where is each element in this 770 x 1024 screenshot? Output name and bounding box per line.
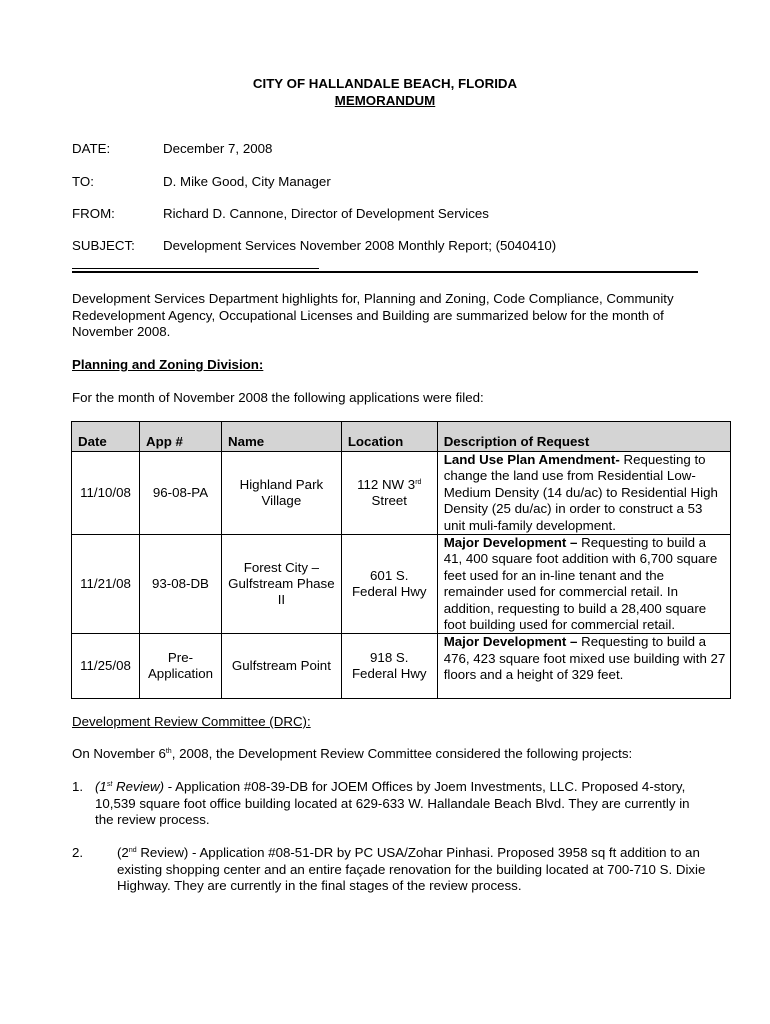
cell-description <box>437 535 730 634</box>
table-row <box>72 452 731 535</box>
description-type: Major Development – <box>443 634 578 650</box>
review-superscript: st <box>106 781 113 788</box>
description-text: Requesting to change the land use from Residential Low-Medium Density (14 du/ac) to Residential High Density (25 du/ac) in order to construct a 53 unit muli-family development. <box>443 452 718 533</box>
cell-app: 96-08-PA <box>139 452 221 535</box>
drc-lead-post: , 2008, the Development Review Committee considered the following projects: <box>171 746 633 761</box>
from-value: Richard D. Cannone, Director of Development Services <box>163 206 489 221</box>
subject-value: Development Services November 2008 Monthly Report; (5040410) <box>163 238 557 253</box>
cell-app: 93-08-DB <box>139 535 221 634</box>
description-type: Major Development – <box>443 535 578 551</box>
cell-date: 11/10/08 <box>72 452 140 535</box>
table-row <box>72 535 731 634</box>
list-item-number: 2. <box>72 845 84 860</box>
location-line2: Federal Hwy <box>351 584 427 600</box>
header-divider-short <box>72 268 319 269</box>
cell-name: Forest City – Gulfstream Phase II <box>221 535 341 634</box>
drc-lead <box>72 746 702 763</box>
col-header-app: App # <box>139 422 221 452</box>
review-pre: (2 <box>117 845 129 860</box>
drc-lead-pre: On November 6 <box>72 746 166 761</box>
cell-description <box>437 452 730 535</box>
list-item-text <box>117 845 707 895</box>
cell-location <box>341 452 437 535</box>
review-pre: (1 <box>95 779 107 794</box>
review-label <box>117 845 188 860</box>
col-header-description: Description of Request <box>437 422 730 452</box>
description-type: Land Use Plan Amendment- <box>443 452 620 467</box>
cell-date: 11/21/08 <box>72 535 140 634</box>
review-post: Review) <box>136 845 189 860</box>
date-label: DATE: <box>72 141 111 156</box>
memo-type-title: MEMORANDUM <box>334 93 436 108</box>
drc-lead-superscript: th <box>165 748 172 755</box>
from-label: FROM: <box>72 206 115 221</box>
subject-label: SUBJECT: <box>72 238 135 253</box>
list-item-body: - Application #08-51-DR by PC USA/Zohar Pinhasi. Proposed 3958 sq ft addition to an existing shopping center and an entire façade renovation for the building located at 700-710 S. Dixie Highway. They are currently in the final stages of the review process. <box>117 845 706 893</box>
cell-location <box>341 535 437 634</box>
cell-name: Highland Park Village <box>221 452 341 535</box>
to-label: TO: <box>72 174 94 189</box>
intro-paragraph: Development Services Department highlights for, Planning and Zoning, Code Compliance, Community Redevelopment Agency, Occupational Licenses and Building are summarized below for the month of November 2008. <box>72 291 674 339</box>
table-row <box>72 634 731 699</box>
review-label <box>95 779 164 794</box>
description-text: Requesting to build a 476, 423 square foot mixed use building with 27 floors and a height of 329 feet. <box>443 634 726 683</box>
description-text: Requesting to build a 41, 400 square foot addition with 6,700 square feet used for an in-line tenant and the remainder used for commercial retail. In addition, requesting to build a 28,400 square foot building used for commercial retail. <box>443 535 718 633</box>
location-line1: 601 S. <box>370 567 409 583</box>
cell-description <box>437 634 730 699</box>
review-post: Review) <box>112 779 165 794</box>
list-item-body: - Application #08-39-DB for JOEM Offices by Joem Investments, LLC. Proposed 4-story, 10,539 square foot office building located at 629-633 W. Hallandale Beach Blvd. They are currently in the review process. <box>95 779 690 827</box>
date-value: December 7, 2008 <box>163 141 273 156</box>
header-divider <box>72 271 698 273</box>
table-header-row <box>72 422 731 452</box>
list-item-text <box>95 779 707 829</box>
cell-date: 11/25/08 <box>72 634 140 699</box>
list-item-number: 1. <box>72 779 84 794</box>
applications-table <box>71 421 731 699</box>
planning-heading: Planning and Zoning Division: <box>72 357 264 372</box>
location-line2: Federal Hwy <box>351 666 427 682</box>
cell-app: Pre-Application <box>139 634 221 699</box>
review-superscript: nd <box>128 847 137 854</box>
drc-heading: Development Review Committee (DRC): <box>72 714 311 729</box>
col-header-location: Location <box>341 422 437 452</box>
col-header-date: Date <box>72 422 140 452</box>
location-line1: 918 S. <box>370 650 409 666</box>
to-value: D. Mike Good, City Manager <box>163 174 331 189</box>
location-line2: Street <box>371 493 407 509</box>
memo-city-title: CITY OF HALLANDALE BEACH, FLORIDA <box>252 76 518 91</box>
planning-lead: For the month of November 2008 the following applications were filed: <box>72 390 484 405</box>
location-line1: 112 NW 3 <box>357 476 416 492</box>
location-superscript: rd <box>415 478 422 486</box>
col-header-name: Name <box>221 422 341 452</box>
cell-name: Gulfstream Point <box>221 634 341 699</box>
cell-location <box>341 634 437 699</box>
